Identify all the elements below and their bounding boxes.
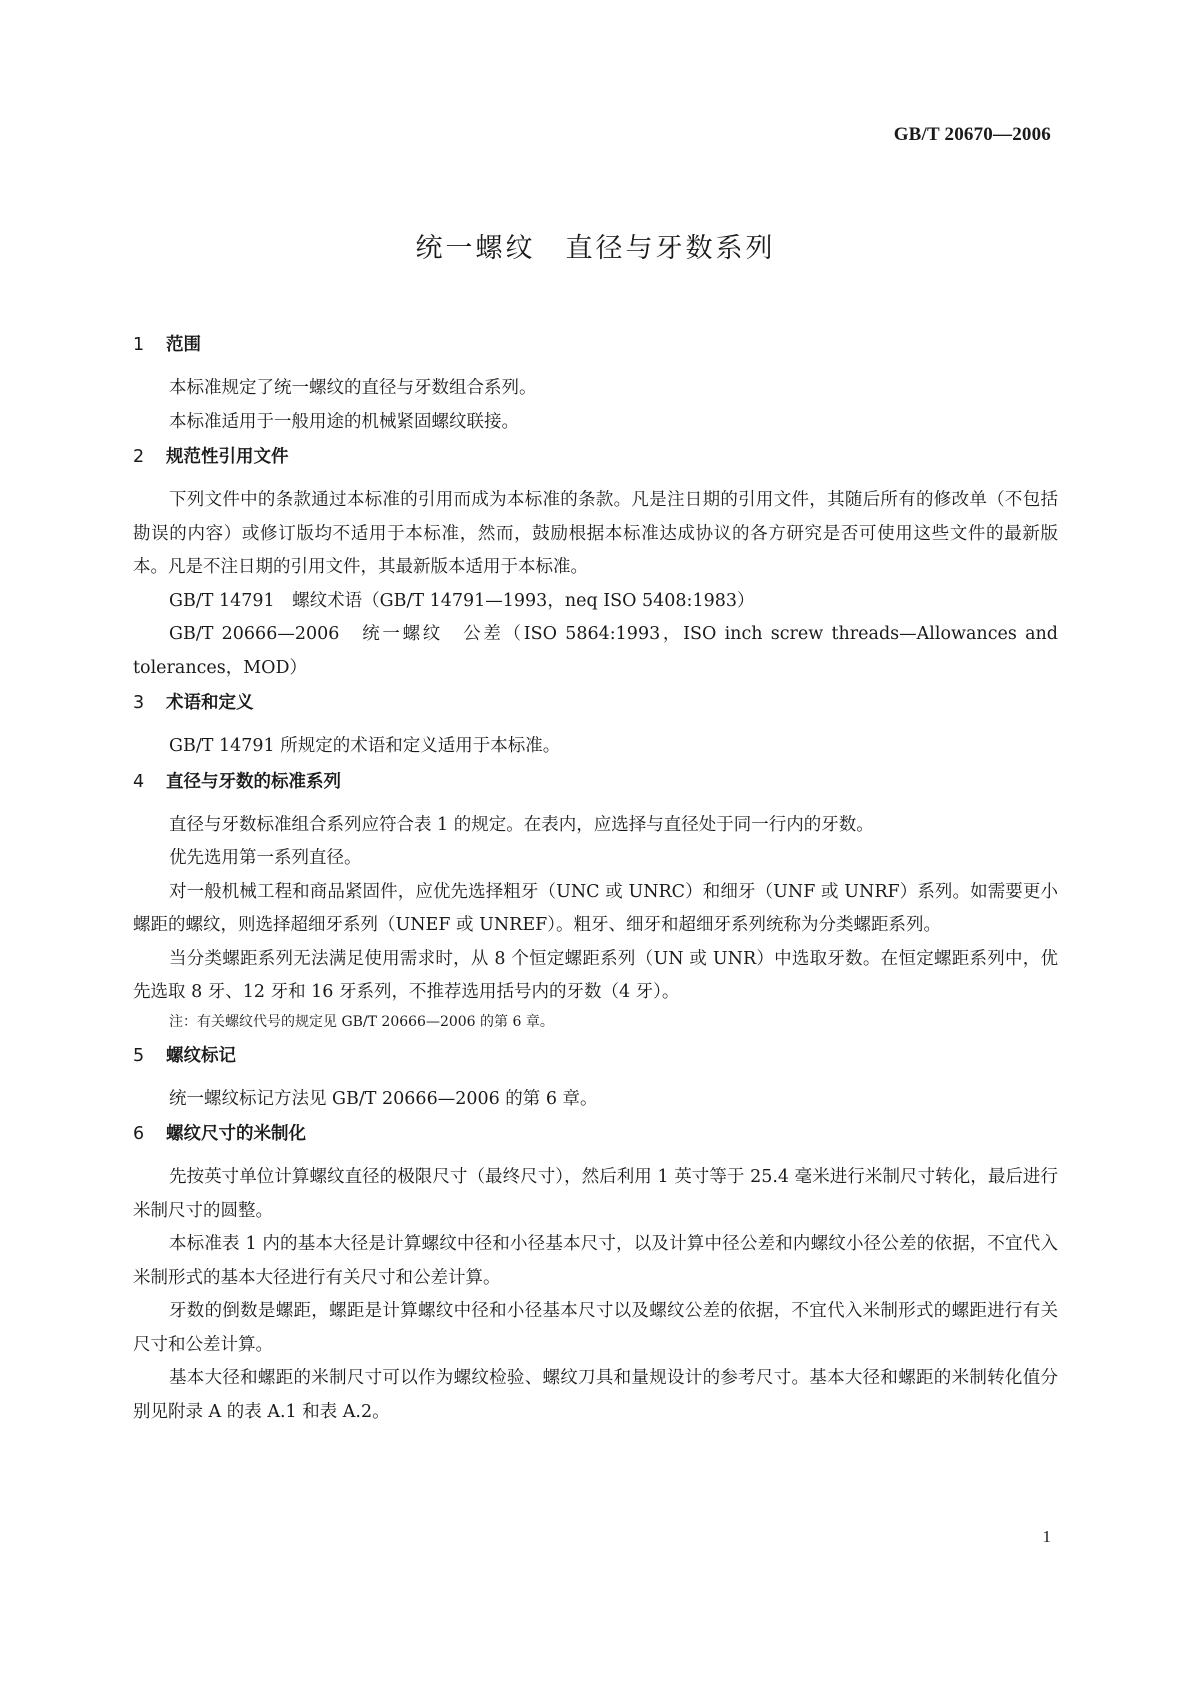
section-title: 螺纹标记 <box>166 1045 236 1066</box>
section-heading <box>133 689 1058 717</box>
section-title: 直径与牙数的标准系列 <box>166 771 341 792</box>
document-title: 统一螺纹 直径与牙数系列 <box>415 233 776 264</box>
paragraph: 下列文件中的条款通过本标准的引用而成为本标准的条款。凡是注日期的引用文件，其随后所有的修改单（不包括勘误的内容）或修订版均不适用于本标准，然而，鼓励根据本标准达成协议的各方研究是否可使用这些文件的最新版本。凡是不注日期的引用文件，其最新版本适用于本标准。 <box>133 490 1058 577</box>
section-title: 范围 <box>166 335 201 355</box>
reference-item: GB/T 20666—2006 统一螺纹 公差（ISO 5864:1993，ISO inch screw threads—Allowances and tolerances，MOD） <box>133 624 1058 678</box>
section-heading <box>133 331 1058 359</box>
paragraph: 统一螺纹标记方法见 GB/T 20666—2006 的第 6 章。 <box>169 1088 598 1109</box>
section-6 <box>133 1120 1058 1429</box>
note: 注：有关螺纹代号的规定见 GB/T 20666—2006 的第 6 章。 <box>169 1013 554 1030</box>
section-title: 螺纹尺寸的米制化 <box>166 1124 306 1144</box>
section-title: 术语和定义 <box>166 693 254 713</box>
paragraph: 对一般机械工程和商品紧固件，应优先选择粗牙（UNC 或 UNRC）和细牙（UNF 或 UNRF）系列。如需要更小螺距的螺纹，则选择超细牙系列（UNEF 或 UNREF）。粗牙、细牙和超细牙系列统称为分类螺距系列。 <box>133 881 1058 935</box>
section-5 <box>133 1042 1058 1117</box>
section-number: 3 <box>133 693 145 713</box>
paragraph: 本标准适用于一般用途的机械紧固螺纹联接。 <box>169 411 519 432</box>
standard-code: GB/T 20670—2006 <box>893 124 1051 145</box>
paragraph: 本标准表 1 内的基本大径是计算螺纹中径和小径基本尺寸，以及计算中径公差和内螺纹小径公差的依据，不宜代入米制形式的基本大径进行有关尺寸和公差计算。 <box>133 1234 1058 1288</box>
page-number: 1 <box>1042 1527 1051 1546</box>
section-title: 规范性引用文件 <box>166 447 289 467</box>
section-heading <box>133 768 1058 796</box>
section-1 <box>133 331 1058 439</box>
section-heading <box>133 1120 1058 1148</box>
section-heading <box>133 443 1058 471</box>
paragraph: 先按英寸单位计算螺纹直径的极限尺寸（最终尺寸），然后利用 1 英寸等于 25.4 毫米进行米制尺寸转化，最后进行米制尺寸的圆整。 <box>133 1167 1058 1221</box>
section-number: 1 <box>133 335 145 355</box>
section-number: 4 <box>133 771 145 792</box>
paragraph: GB/T 14791 所规定的术语和定义适用于本标准。 <box>169 736 561 756</box>
document-body <box>133 327 1058 1431</box>
paragraph: 直径与牙数标准组合系列应符合表 1 的规定。在表内，应选择与直径处于同一行内的牙数。 <box>169 814 874 835</box>
section-number: 6 <box>133 1124 145 1144</box>
paragraph: 本标准规定了统一螺纹的直径与牙数组合系列。 <box>169 378 537 398</box>
section-heading <box>133 1042 1058 1070</box>
paragraph: 当分类螺距系列无法满足使用需求时，从 8 个恒定螺距系列（UN 或 UNR）中选取牙数。在恒定螺距系列中，优先选取 8 牙、12 牙和 16 牙系列，不推荐选用括号内的牙数（4 牙）。 <box>133 948 1058 1002</box>
section-number: 5 <box>133 1045 145 1066</box>
paragraph: 优先选用第一系列直径。 <box>169 848 362 868</box>
paragraph: 基本大径和螺距的米制尺寸可以作为螺纹检验、螺纹刀具和量规设计的参考尺寸。基本大径和螺距的米制转化值分别见附录 A 的表 A.1 和表 A.2。 <box>133 1368 1058 1422</box>
section-4 <box>133 768 1058 1036</box>
section-number: 2 <box>133 447 145 467</box>
reference-item: GB/T 14791 螺纹术语（GB/T 14791—1993，neq ISO 5408:1983） <box>169 590 755 611</box>
section-2 <box>133 443 1058 685</box>
section-3 <box>133 689 1058 764</box>
paragraph: 牙数的倒数是螺距，螺距是计算螺纹中径和小径基本尺寸以及螺纹公差的依据，不宜代入米制形式的螺距进行有关尺寸和公差计算。 <box>133 1301 1058 1355</box>
